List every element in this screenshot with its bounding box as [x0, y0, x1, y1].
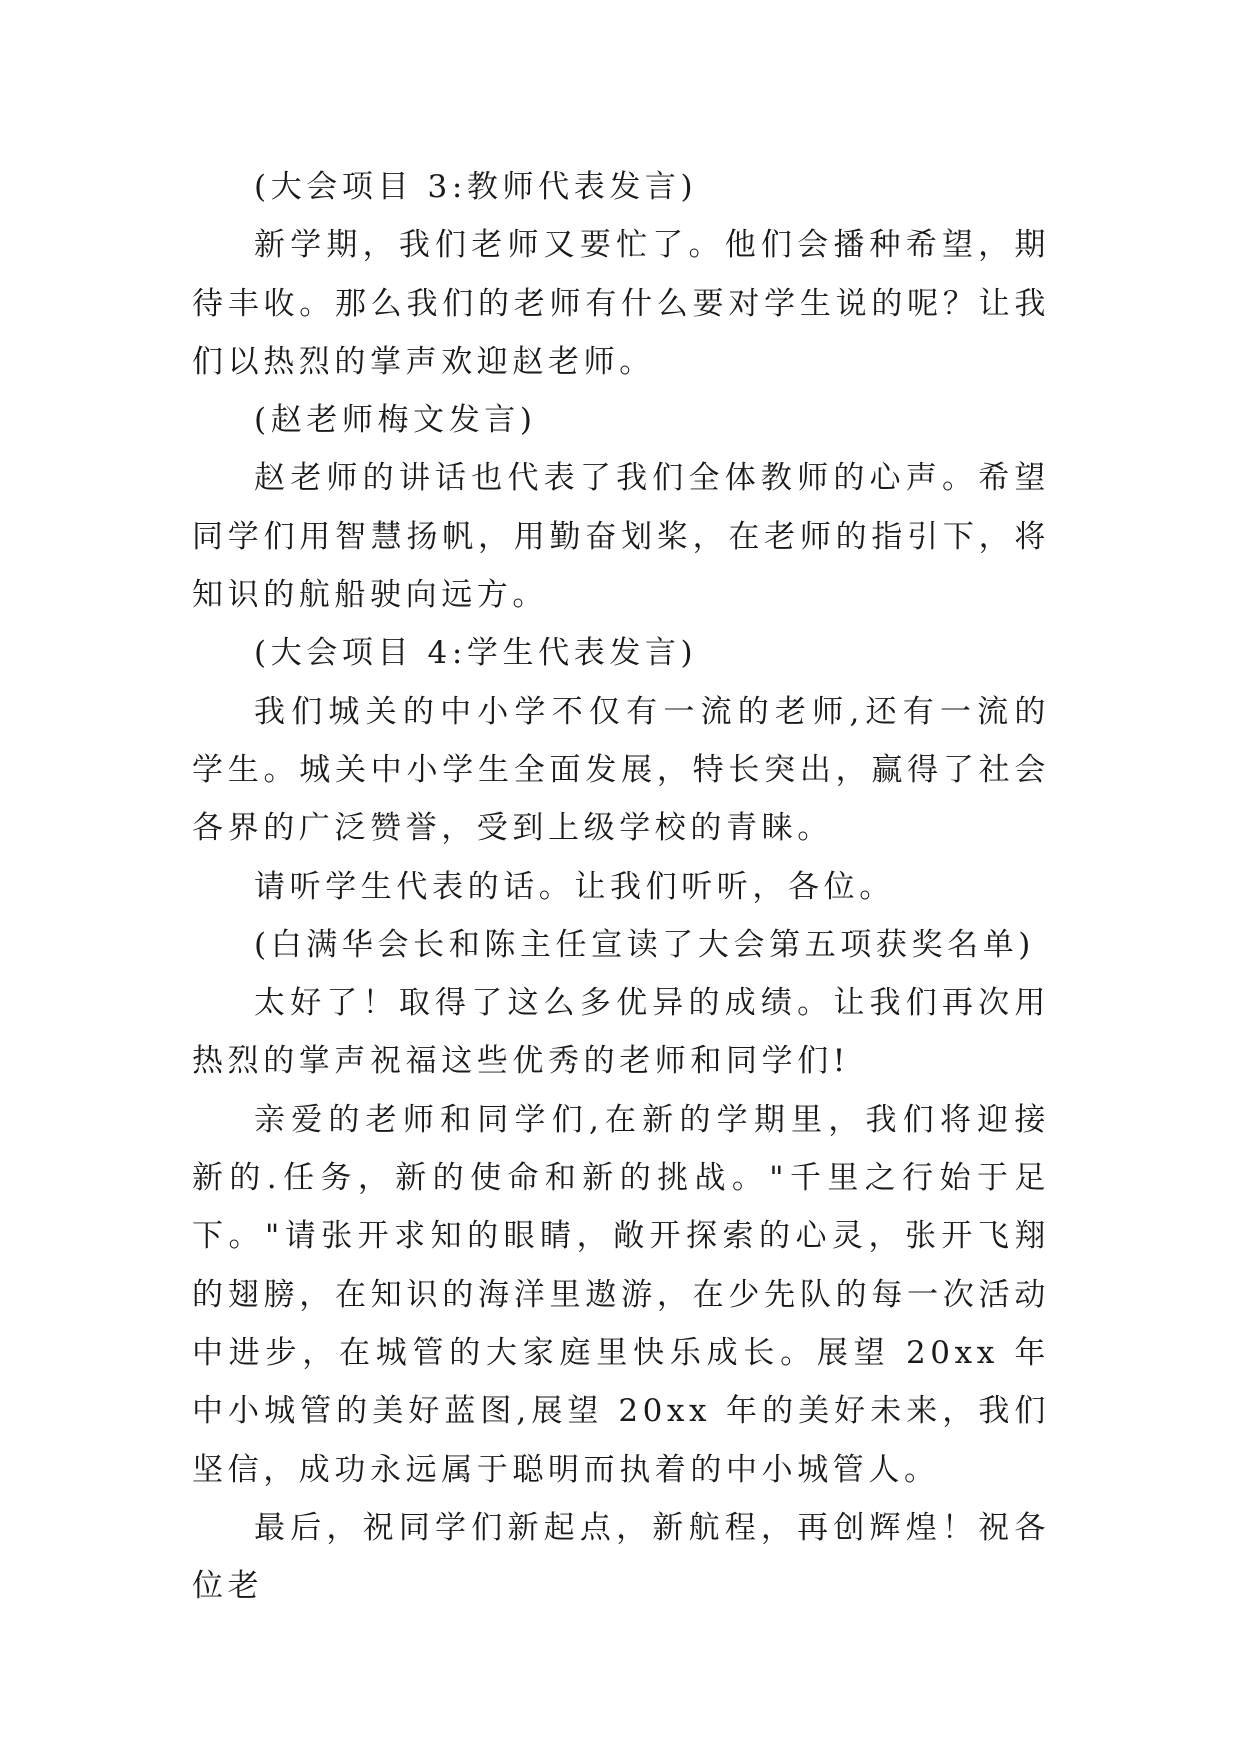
student-speech-invite-paragraph: 请听学生代表的话。让我们听听，各位。: [254, 868, 895, 905]
teacher-intro-paragraph: 新学期，我们老师又要忙了。他们会播种希望，期待丰收。那么我们的老师有什么要对学生说的呢？让我们以热烈的掌声欢迎赵老师。: [192, 227, 1050, 380]
students-intro-paragraph: 我们城关的中小学不仅有一流的老师,还有一流的学生。城关中小学生全面发展，特长突出，赢得了社会各界的广泛赞誉，受到上级学校的青睐。: [192, 693, 1050, 847]
new-semester-paragraph: 亲爱的老师和同学们,在新的学期里，我们将迎接新的.任务，新的使命和新的挑战。"千里之行始于足下。"请张开求知的眼睛，敞开探索的心灵，张开飞翔的翅膀，在知识的海洋里遨游，在少先队的每一次活动中进步，在城管的大家庭里快乐成长。展望 20xx 年中小城管的美好蓝图,展望 20xx 年的美好未来，我们坚信，成功永远属于聪明而执着的中小城管人。: [192, 1101, 1050, 1488]
teacher-speech-summary-paragraph: 赵老师的讲话也代表了我们全体教师的心声。希望同学们用智慧扬帆，用勤奋划桨，在老师的指引下，将知识的航船驶向远方。: [192, 460, 1050, 614]
item-3-heading: (大会项目 3:教师代表发言): [254, 169, 698, 205]
document-body: [192, 158, 1050, 1615]
congratulations-paragraph: 太好了！取得了这么多优异的成绩。让我们再次用热烈的掌声祝福这些优秀的老师和同学们!: [192, 985, 1050, 1080]
teacher-speech-note: (赵老师梅文发言): [254, 402, 537, 439]
award-list-note: (白满华会长和陈主任宣读了大会第五项获奖名单): [254, 926, 1035, 963]
item-4-heading: (大会项目 4:学生代表发言): [254, 635, 698, 672]
closing-paragraph: 最后，祝同学们新起点，新航程，再创辉煌！祝各位老: [192, 1509, 1050, 1605]
